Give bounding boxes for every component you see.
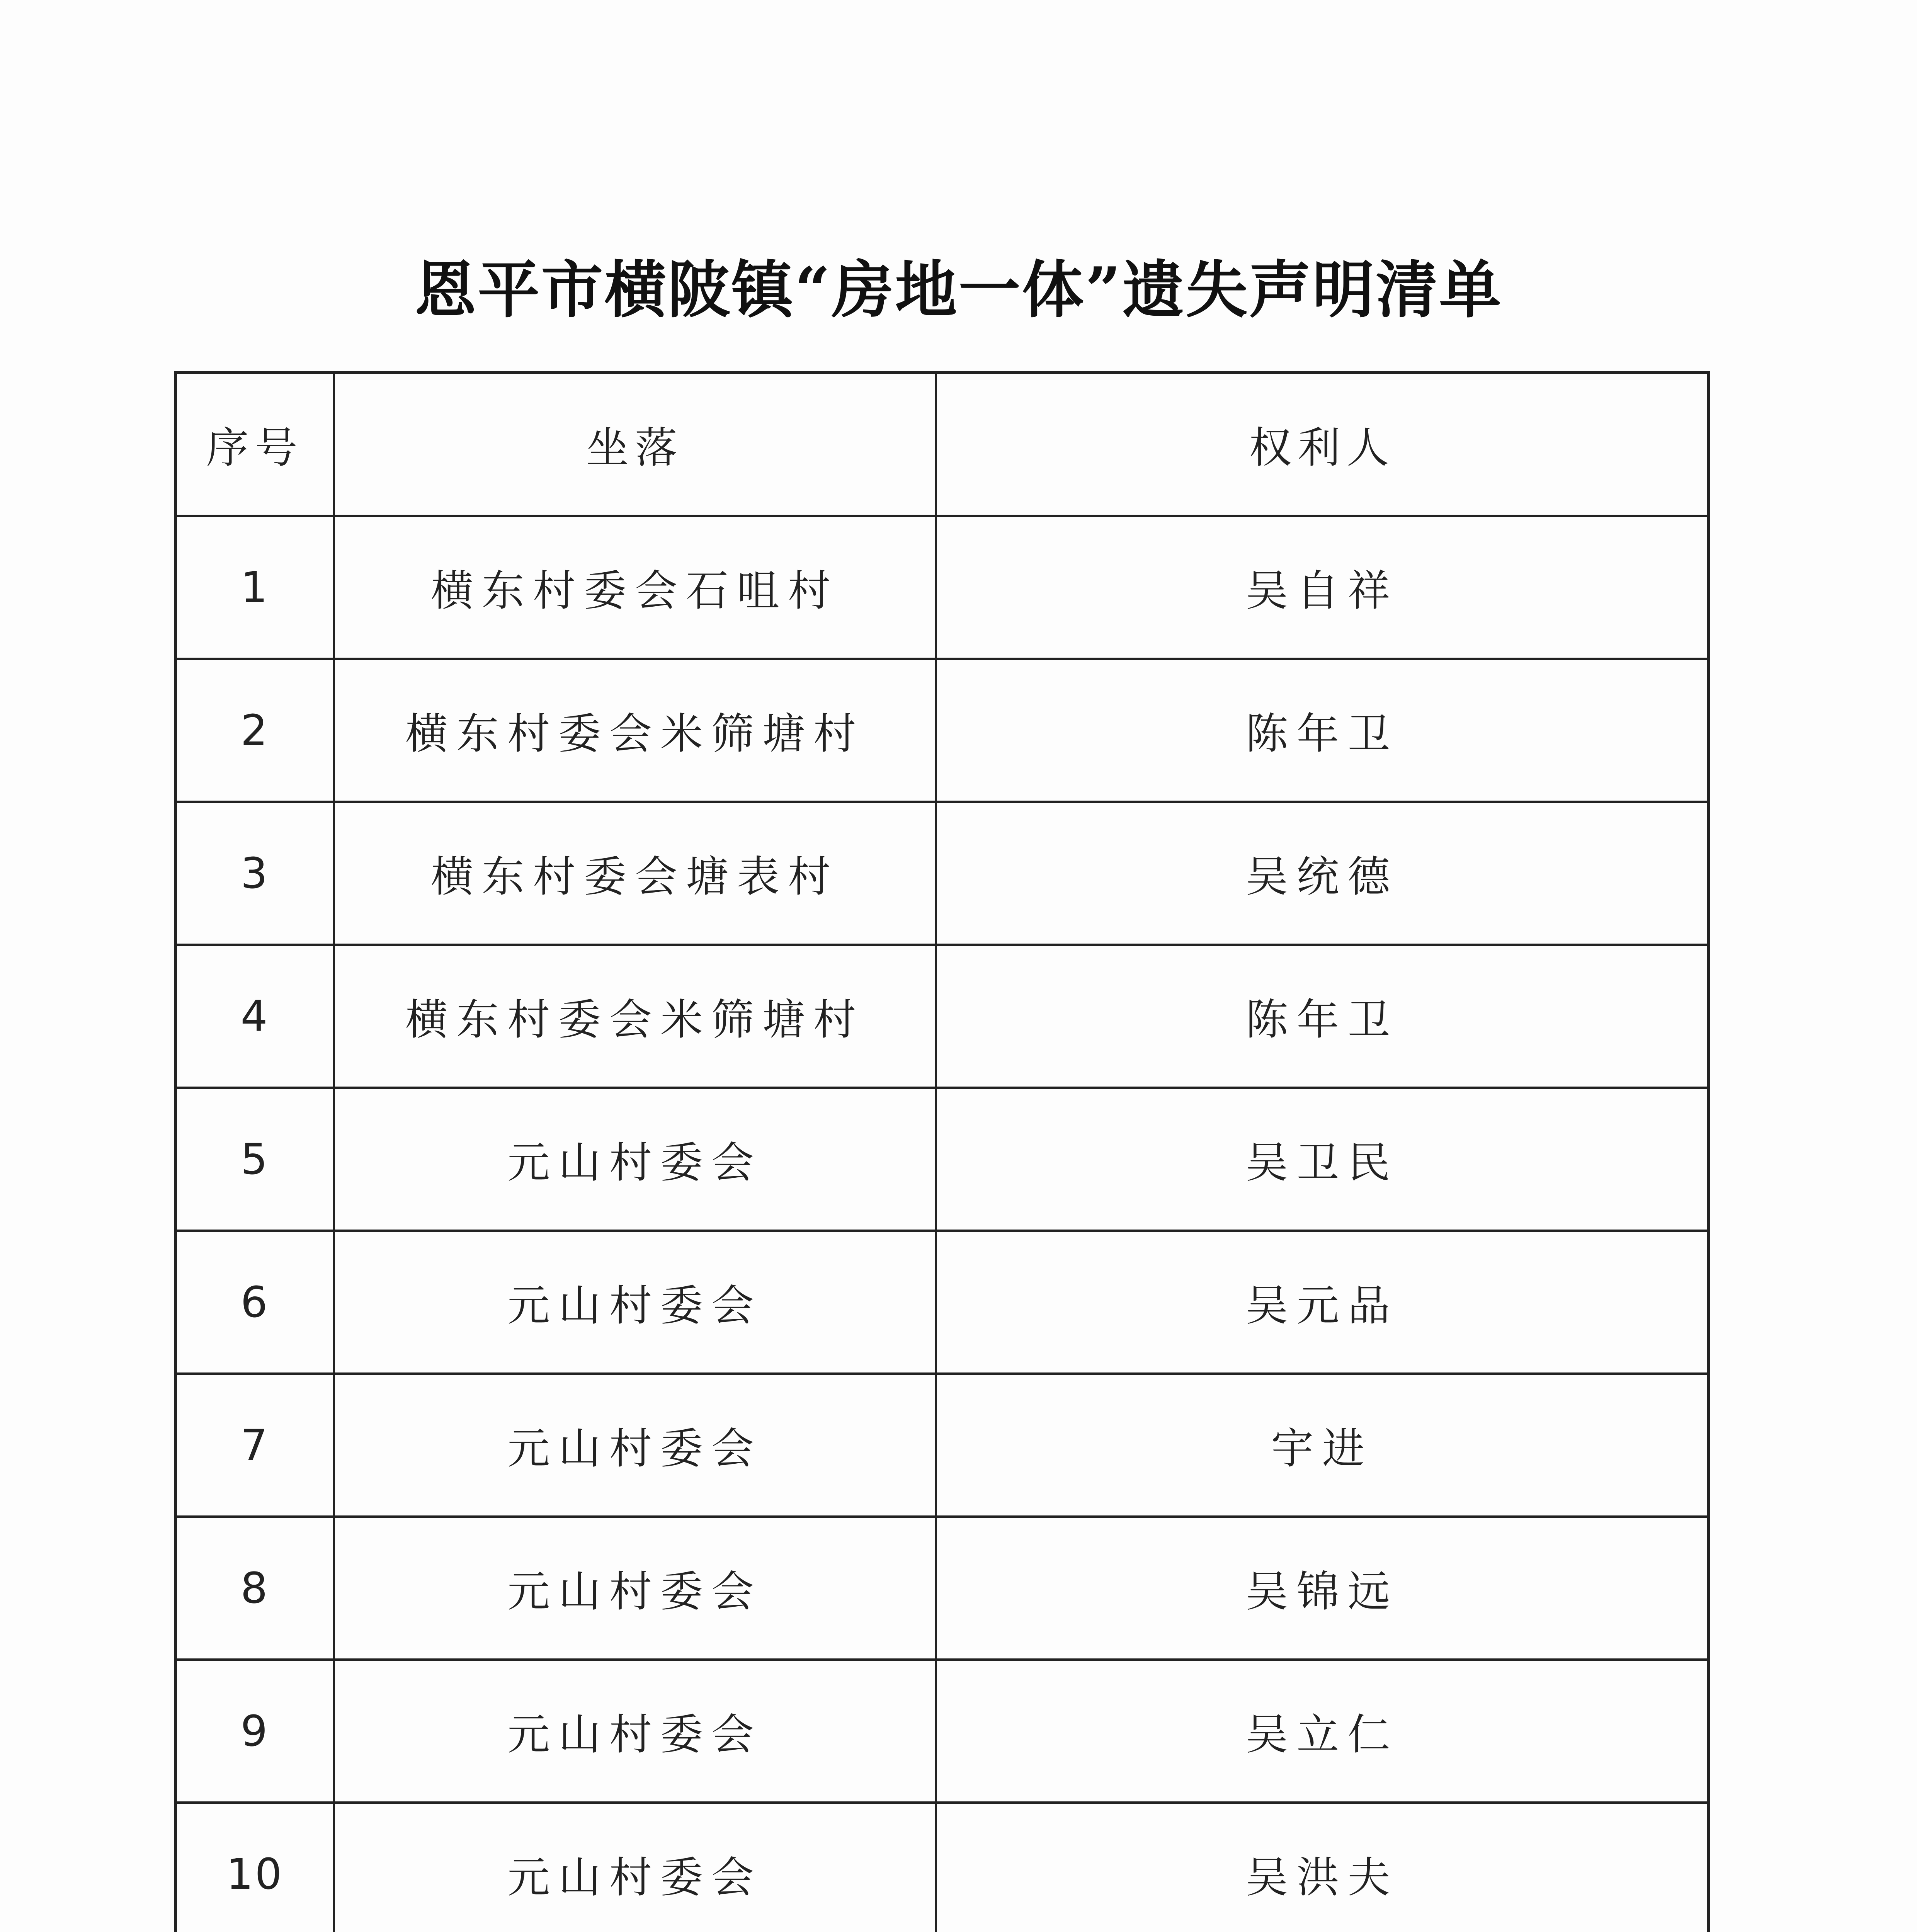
- location-cell: 横东村委会米筛塘村: [334, 659, 936, 802]
- column-header-location: 坐落: [334, 372, 936, 516]
- column-header-owner: 权利人: [936, 372, 1709, 516]
- table-row: [175, 516, 1709, 659]
- table-row: [175, 1231, 1709, 1374]
- table-row: [175, 945, 1709, 1088]
- owner-cell: 吴元品: [936, 1231, 1709, 1374]
- column-header-seq: 序号: [175, 372, 334, 516]
- location-cell: 元山村委会: [334, 1803, 936, 1932]
- seq-cell: 1: [175, 516, 334, 659]
- seq-cell: 6: [175, 1231, 334, 1374]
- owner-cell: 吴洪夫: [936, 1803, 1709, 1932]
- table-row: [175, 1517, 1709, 1660]
- table-row: [175, 1088, 1709, 1231]
- table-row: [175, 1660, 1709, 1803]
- table-row: [175, 802, 1709, 945]
- seq-cell: 2: [175, 659, 334, 802]
- table-row: [175, 1803, 1709, 1932]
- owner-cell: 吴立仁: [936, 1660, 1709, 1803]
- table-header-row: [175, 372, 1709, 516]
- owner-cell: 吴自祥: [936, 516, 1709, 659]
- location-cell: 元山村委会: [334, 1231, 936, 1374]
- owner-cell: 陈年卫: [936, 945, 1709, 1088]
- page-title: 恩平市横陂镇“房地一体”遗失声明清单: [414, 253, 1503, 326]
- location-cell: 横东村委会塘表村: [334, 802, 936, 945]
- table-row: [175, 659, 1709, 802]
- location-cell: 元山村委会: [334, 1660, 936, 1803]
- owner-cell: 陈年卫: [936, 659, 1709, 802]
- seq-cell: 5: [175, 1088, 334, 1231]
- seq-cell: 8: [175, 1517, 334, 1660]
- owner-cell: 吴锦远: [936, 1517, 1709, 1660]
- seq-cell: 3: [175, 802, 334, 945]
- location-cell: 元山村委会: [334, 1517, 936, 1660]
- owner-cell: 吴卫民: [936, 1088, 1709, 1231]
- seq-cell: 7: [175, 1374, 334, 1517]
- loss-statement-table: [174, 371, 1710, 1932]
- location-cell: 元山村委会: [334, 1088, 936, 1231]
- location-cell: 横东村委会米筛塘村: [334, 945, 936, 1088]
- owner-cell: 吴统德: [936, 802, 1709, 945]
- location-cell: 元山村委会: [334, 1374, 936, 1517]
- owner-cell: 宇进: [936, 1374, 1709, 1517]
- seq-cell: 10: [175, 1803, 334, 1932]
- table-row: [175, 1374, 1709, 1517]
- location-cell: 横东村委会石咀村: [334, 516, 936, 659]
- seq-cell: 9: [175, 1660, 334, 1803]
- seq-cell: 4: [175, 945, 334, 1088]
